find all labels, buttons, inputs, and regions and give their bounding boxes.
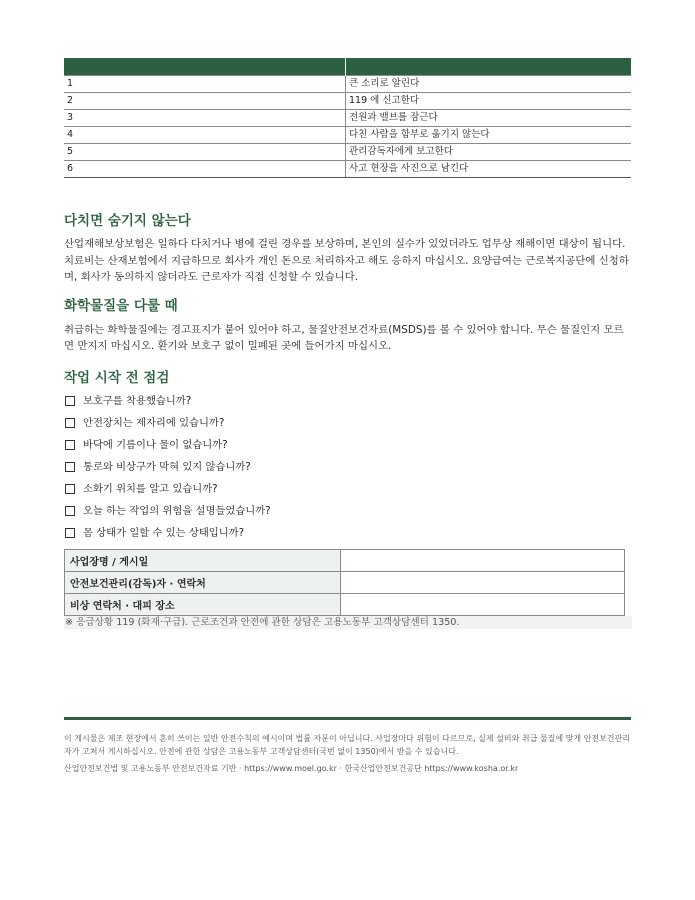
checklist-item: [64, 394, 631, 416]
info-value: [341, 549, 625, 571]
chemical-section: [64, 297, 631, 355]
table-row: [64, 144, 631, 161]
injury-section: [64, 212, 631, 286]
info-label: 비상 연락처 · 대피 장소: [65, 593, 341, 615]
table-header-row: [64, 58, 631, 76]
checkbox-icon: [65, 396, 75, 406]
footer: [64, 717, 631, 775]
footer-sources: 산업안전보건법 및 고용노동부 안전보건자료 기반 · https://www.moel.go.kr · 한국산업안전보건공단 https://www.kosha.or.kr: [64, 764, 519, 773]
checklist-item-label: 안전장치는 제자리에 있습니까?: [83, 416, 225, 429]
checkbox-icon: [65, 528, 75, 538]
checklist-item-label: 오늘 하는 작업의 위험을 설명들었습니까?: [83, 504, 271, 517]
table-row: [64, 93, 631, 110]
section-heading: 화학물질을 다룰 때: [64, 297, 178, 314]
checklist: [64, 394, 631, 548]
section-body: 취급하는 화학물질에는 경고표지가 붙어 있어야 하고, 물질안전보건자료(MSDS)를 볼 수 있어야 합니다. 무슨 물질인지 모르면 만지지 마십시오. 환기와 보호구 없이 밀폐된 곳에 들어가지 마십시오.: [64, 323, 624, 352]
footer-disclaimer: 이 게시물은 제조 현장에서 흔히 쓰이는 일반 안전수칙의 예시이며 법률 자문이 아닙니다. 사업장마다 위험이 다르므로, 실제 설비와 취급 물질에 맞게 안전보건관리자가 고쳐서 게시하십시오. 안전에 관한 상담은 고용노동부 고객상담센터(국번 없이 1350)에서 받을 수 있습니다.: [64, 734, 630, 756]
checkbox-icon: [65, 506, 75, 516]
table-row: [65, 571, 625, 593]
footer-divider: [64, 717, 631, 720]
info-value: [341, 593, 625, 615]
section-heading: 작업 시작 전 점검: [64, 369, 170, 386]
checklist-item: [64, 438, 631, 460]
table-row: [64, 127, 631, 144]
table-header-action: [346, 58, 632, 76]
checklist-item-label: 바닥에 기름이나 물이 없습니까?: [83, 438, 228, 451]
step-number: 5: [64, 144, 346, 161]
workplace-info-table: [64, 549, 625, 616]
emergency-note: ※ 응급상황 119 (화재·구급). 근로조건과 안전에 관한 상담은 고용노동부 고객상담센터 1350.: [64, 616, 632, 629]
checklist-item-label: 소화기 위치를 알고 있습니까?: [83, 482, 218, 495]
checkbox-icon: [65, 462, 75, 472]
table-row: [65, 549, 625, 571]
info-label: 안전보건관리(감독)자 · 연락처: [65, 571, 341, 593]
step-number: 4: [64, 127, 346, 144]
checklist-item-label: 통로와 비상구가 막혀 있지 않습니까?: [83, 460, 251, 473]
step-action: 사고 현장을 사진으로 남긴다: [346, 161, 632, 178]
step-action: 큰 소리로 알린다: [346, 76, 632, 93]
step-action: 119 에 신고한다: [346, 93, 632, 110]
checklist-item-label: 몸 상태가 일할 수 있는 상태입니까?: [83, 526, 245, 539]
step-action: 전원과 밸브를 잠근다: [346, 110, 632, 127]
step-number: 3: [64, 110, 346, 127]
checkbox-icon: [65, 418, 75, 428]
checklist-item: [64, 416, 631, 438]
step-action: 다친 사람을 함부로 옮기지 않는다: [346, 127, 632, 144]
section-body: 산업재해보상보험은 일하다 다치거나 병에 걸린 경우를 보상하며, 본인의 실수가 있었더라도 업무상 재해이면 대상이 됩니다. 치료비는 산재보험에서 지급하므로 회사가 개인 돈으로 처리하자고 해도 응하지 마십시오. 요양급여는 근로복지공단에 신청하며, 회사가 동의하지 않더라도 근로자가 직접 신청할 수 있습니다.: [64, 238, 629, 283]
step-number: 6: [64, 161, 346, 178]
step-number: 1: [64, 76, 346, 93]
table-row: [64, 161, 631, 178]
section-heading: 다치면 숨기지 않는다: [64, 213, 191, 229]
info-value: [341, 571, 625, 593]
checklist-section: [64, 369, 631, 548]
checkbox-icon: [65, 484, 75, 494]
checklist-item: [64, 460, 631, 482]
checklist-item: [64, 482, 631, 504]
checkbox-icon: [65, 440, 75, 450]
emergency-steps-table: [64, 58, 631, 178]
poster-content: [64, 58, 631, 629]
checklist-item: [64, 526, 631, 548]
table-row: [64, 76, 631, 93]
table-row: [65, 593, 625, 615]
table-header-number: [64, 58, 346, 76]
info-label: 사업장명 / 게시일: [65, 549, 341, 571]
step-action: 관리감독자에게 보고한다: [346, 144, 632, 161]
table-row: [64, 110, 631, 127]
checklist-item: [64, 504, 631, 526]
checklist-item-label: 보호구를 착용했습니까?: [83, 394, 192, 407]
step-number: 2: [64, 93, 346, 110]
